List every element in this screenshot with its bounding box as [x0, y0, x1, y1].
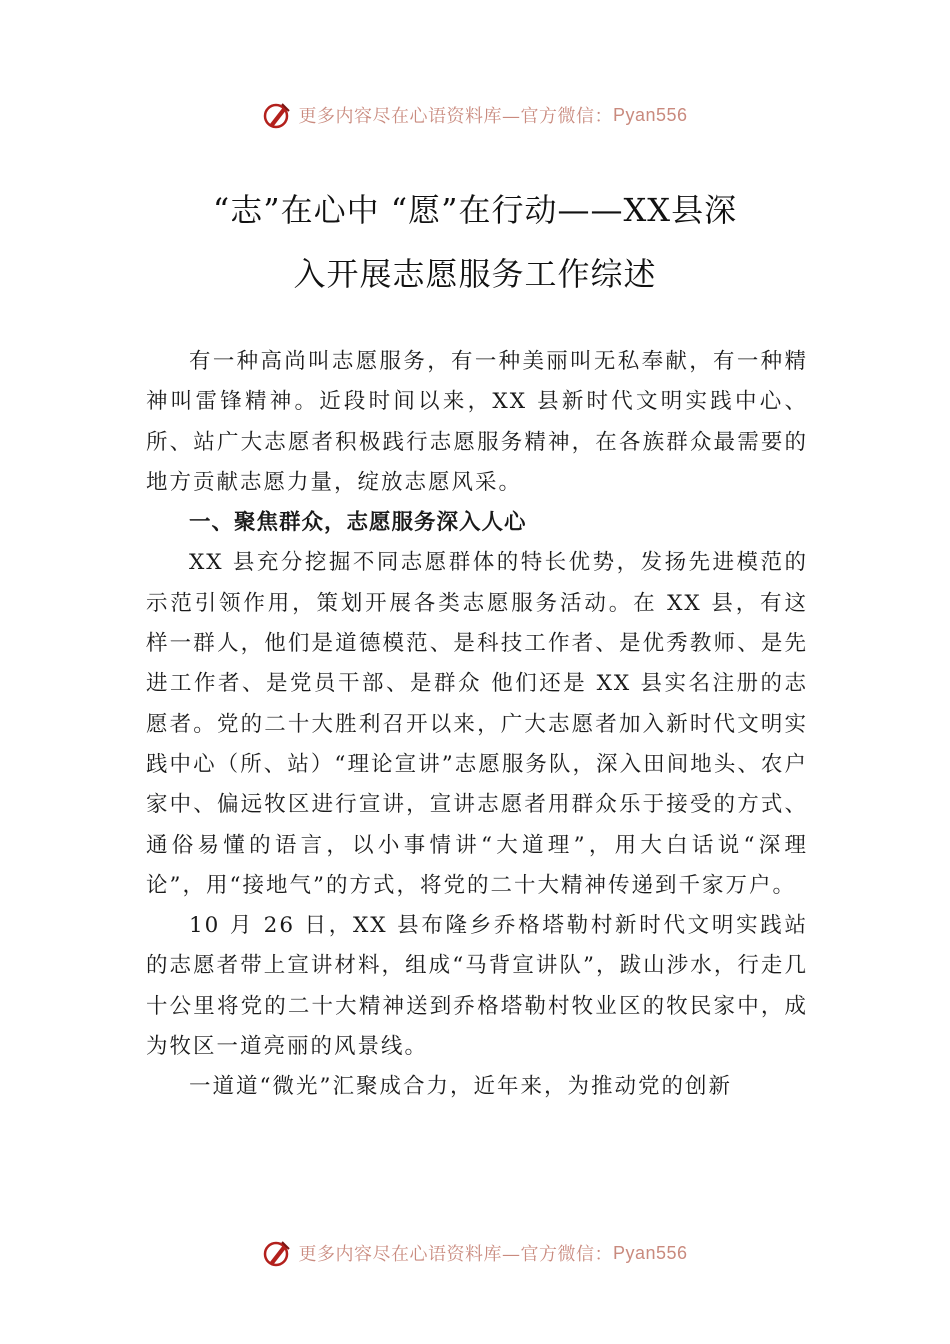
pen-logo-icon	[262, 1238, 292, 1268]
watermark-id: Pyan556	[612, 104, 688, 125]
watermark-text: 更多内容尽在心语资料库—官方微信：	[298, 106, 613, 127]
paragraph-2: XX 县充分挖掘不同志愿群体的特长优势，发扬先进模范的示范引领作用，策划开展各类志愿服务活动。在 XX 县，有这样一群人，他们是道德模范、是科技工作者、是优秀教师、是先进工作者、是党员干部、是群众 他们还是 XX 县实名注册的志愿者。党的二十大胜利召开以来，广大志愿者加入新时代文明实践中心（所、站）“理论宣讲”志愿服务队，深入田间地头、农户家中、偏远牧区进行宣讲，宣讲志愿者用群众乐于接受的方式、通俗易懂的语言，以小事情讲“大道理”，用大白话说“深理论”，用“接地气”的方式，将党的二十大精神传递到千家万户。	[146, 550, 808, 898]
footer-watermark	[0, 1233, 950, 1273]
paragraph-intro: 有一种高尚叫志愿服务，有一种美丽叫无私奉献，有一种精神叫雷锋精神。近段时间以来，XX 县新时代文明实践中心、所、站广大志愿者积极践行志愿服务精神，在各族群众最需要的地方贡献志愿力量，绽放志愿风采。	[146, 349, 808, 495]
header-watermark	[0, 95, 950, 135]
section-heading-1: 一、聚焦群众，志愿服务深入人心	[189, 510, 527, 536]
paragraph-4: 一道道“微光”汇聚成合力，近年来，为推动党的创新	[189, 1074, 732, 1100]
document-title	[120, 178, 830, 306]
title-line-2: 入开展志愿服务工作综述	[293, 255, 657, 293]
title-line-1: “志”在心中 “愿”在行动——XX县深	[212, 191, 738, 229]
paragraph-3: 10 月 26 日，XX 县布隆乡乔格塔勒村新时代文明实践站的志愿者带上宣讲材料，组成“马背宣讲队”，跋山涉水，行走几十公里将党的二十大精神送到乔格塔勒村牧业区的牧民家中，成为牧区一道亮丽的风景线。	[146, 913, 808, 1060]
watermark-id: Pyan556	[612, 1242, 688, 1263]
document-body	[146, 342, 808, 1108]
pen-logo-icon	[262, 100, 292, 130]
watermark-text: 更多内容尽在心语资料库—官方微信：	[298, 1244, 613, 1265]
